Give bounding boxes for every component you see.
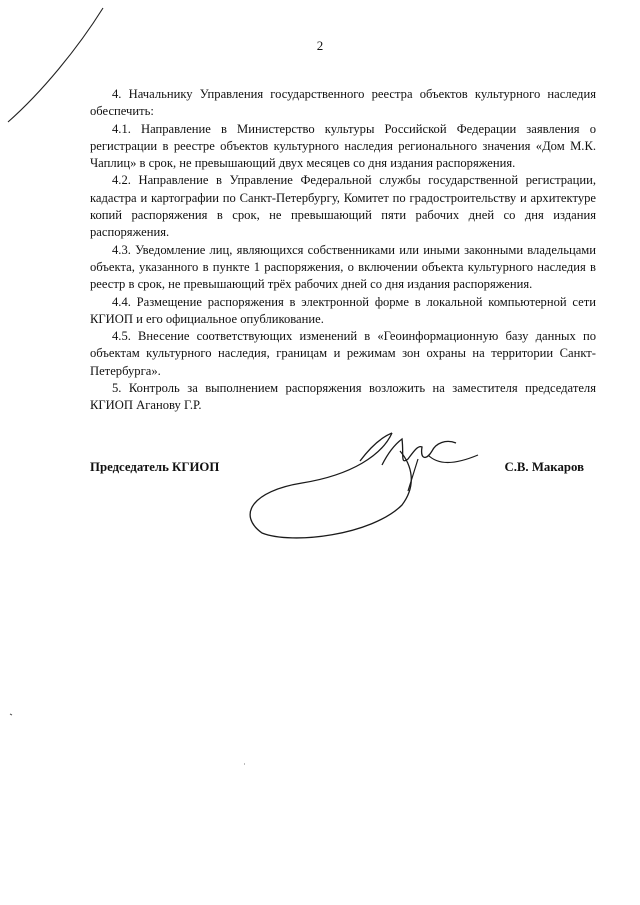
paragraph-4-2: 4.2. Направление в Управление Федеральной службы государственной регистрации, кадастра и картографии по Санкт-Петербургу, Комитет по градостроительству и архитектуре копий распоряжения в срок, не превышающий пяти рабочих дней со дня издания распоряжения.	[90, 173, 596, 240]
signatory-name: С.В. Макаров	[504, 460, 584, 474]
paragraph-4: 4. Начальнику Управления государственного реестра объектов культурного наследия обеспечить:	[90, 87, 596, 119]
paragraph-4-4: 4.4. Размещение распоряжения в электронной форме в локальной компьютерной сети КГИОП и его официальное опубликование.	[90, 294, 596, 326]
paragraph-4-1: 4.1. Направление в Министерство культуры Российской Федерации заявления о регистрации в реестре объектов культурного наследия регионального значения «Дом М.К. Чаплиц» в срок, не превышающий двух месяцев со дня издания распоряжения.	[90, 121, 596, 171]
paragraph-4-5: 4.5. Внесение соответствующих изменений в «Геоинформационную базу данных по объектам культурного наследия, границам и режимам зон охраны на территории Санкт-Петербурга».	[90, 329, 596, 378]
signatory-title: Председатель КГИОП	[90, 460, 220, 474]
paragraph-5: 5. Контроль за выполнением распоряжения возложить на заместителя председателя КГИОП Аганову Г.Р.	[90, 381, 596, 413]
paragraph-4-3: 4.3. Уведомление лиц, являющихся собственниками или иными законными владельцами объекта, указанного в пункте 1 распоряжения, о включении объекта культурного наследия в реестр в срок, не превышающий трёх рабочих дней со дня издания распоряжения.	[90, 242, 596, 292]
handwritten-signature	[232, 425, 492, 545]
document-body	[90, 86, 596, 415]
page-number: 2	[316, 38, 324, 53]
